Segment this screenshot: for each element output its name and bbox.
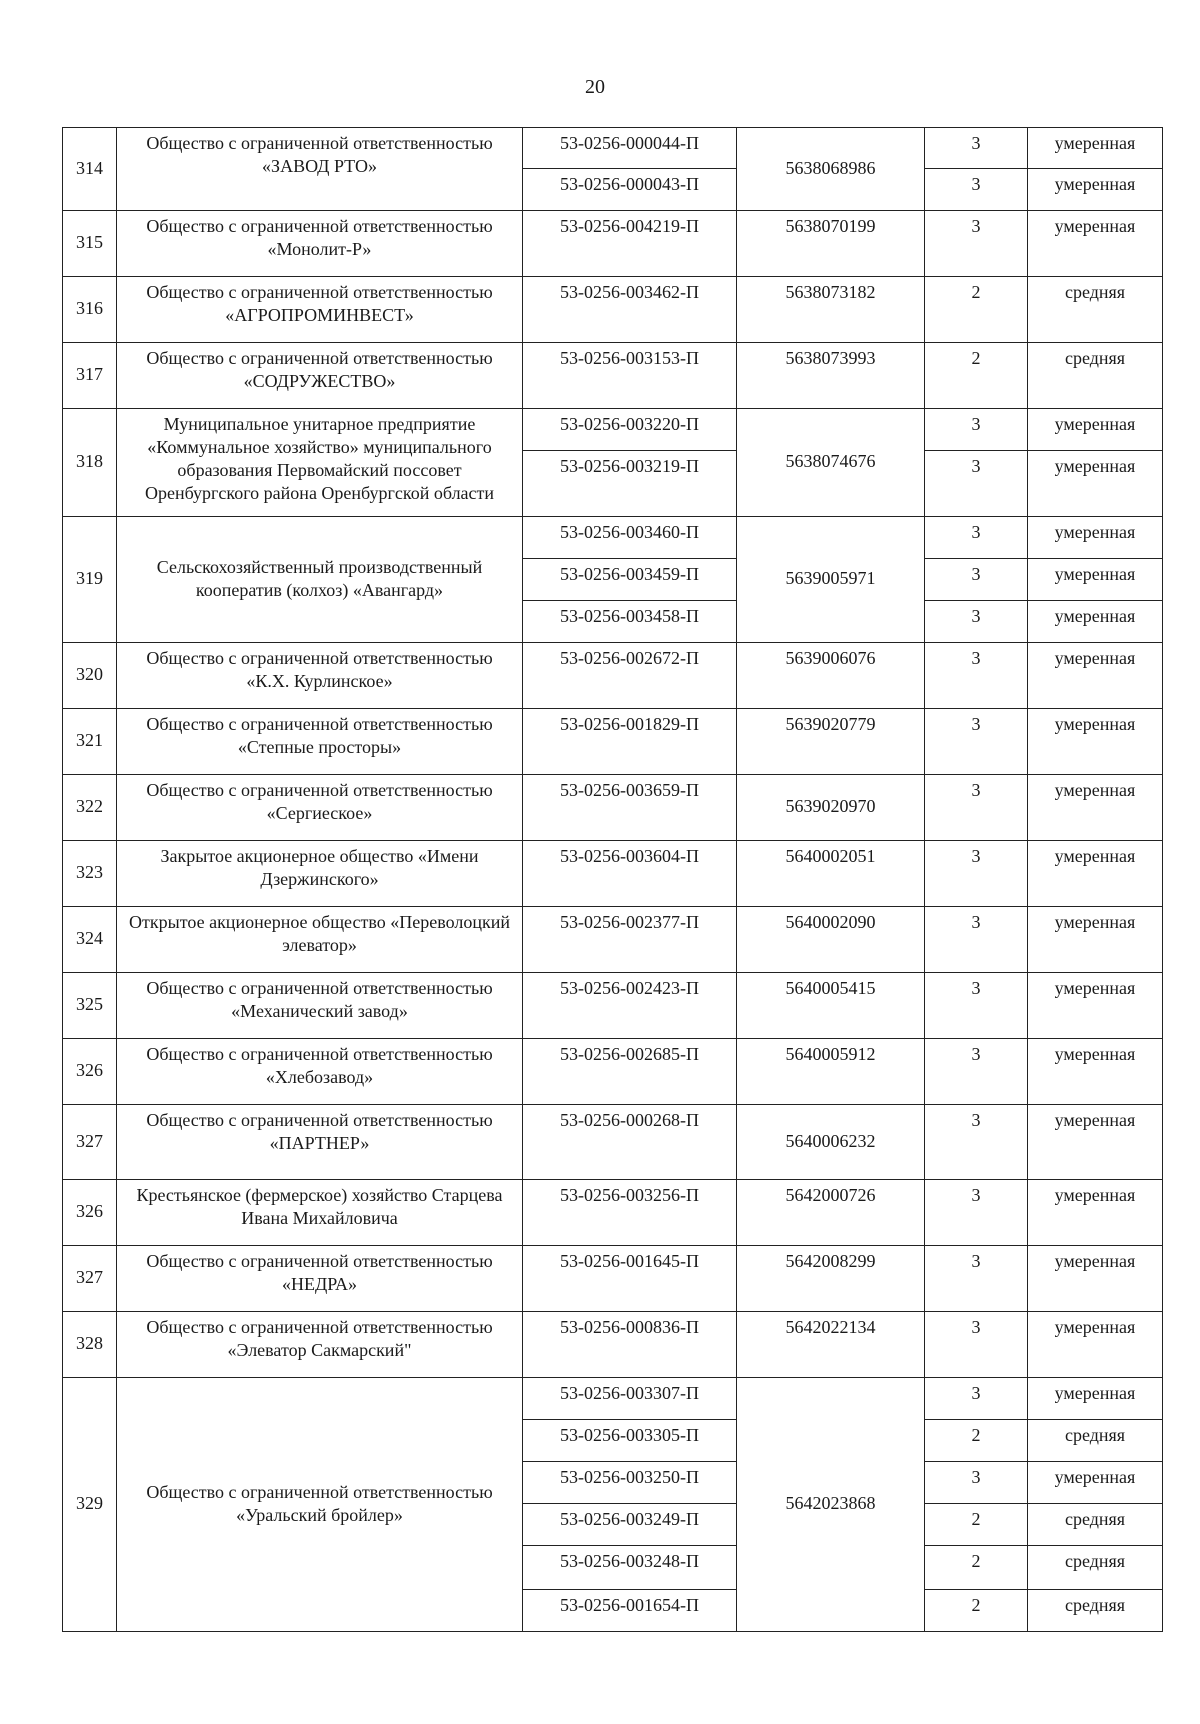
organization-inn: 5639020970 [737, 775, 925, 841]
risk-level: умеренная [1028, 709, 1163, 775]
risk-category: 2 [925, 1504, 1028, 1546]
risk-level: умеренная [1028, 1105, 1163, 1180]
organization-name: Открытое акционерное общество «Переволоцкий элеватор» [117, 907, 523, 973]
row-number: 314 [63, 128, 117, 211]
table-row [63, 775, 1163, 841]
organization-inn: 5642022134 [737, 1312, 925, 1378]
risk-level: умеренная [1028, 973, 1163, 1039]
risk-level: умеренная [1028, 775, 1163, 841]
risk-category: 3 [925, 451, 1028, 517]
organization-name: Общество с ограниченной ответственностью «Степные просторы» [117, 709, 523, 775]
risk-level: средняя [1028, 1590, 1163, 1632]
page-number: 20 [585, 76, 605, 98]
risk-level: средняя [1028, 1546, 1163, 1590]
organization-name: Общество с ограниченной ответственностью «СОДРУЖЕСТВО» [117, 343, 523, 409]
object-registration-code: 53-0256-003256-П [523, 1180, 737, 1246]
organization-inn: 5640005415 [737, 973, 925, 1039]
organization-inn: 5640006232 [737, 1105, 925, 1180]
table-row [63, 1039, 1163, 1105]
risk-category: 2 [925, 1546, 1028, 1590]
object-registration-code: 53-0256-001829-П [523, 709, 737, 775]
row-number: 323 [63, 841, 117, 907]
row-number: 324 [63, 907, 117, 973]
table-row [63, 277, 1163, 343]
organization-name: Муниципальное унитарное предприятие «Коммунальное хозяйство» муниципального образования Первомайский поссовет Оренбургского района Оренбургской области [117, 409, 523, 517]
row-number: 326 [63, 1180, 117, 1246]
risk-level: умеренная [1028, 1462, 1163, 1504]
object-registration-code: 53-0256-002377-П [523, 907, 737, 973]
organization-inn: 5638070199 [737, 211, 925, 277]
risk-category: 3 [925, 1462, 1028, 1504]
row-number: 327 [63, 1105, 117, 1180]
row-number: 327 [63, 1246, 117, 1312]
risk-category: 3 [925, 409, 1028, 451]
risk-category: 3 [925, 1180, 1028, 1246]
risk-level: умеренная [1028, 1378, 1163, 1420]
organization-inn: 5638073182 [737, 277, 925, 343]
object-registration-code: 53-0256-003459-П [523, 559, 737, 601]
object-registration-code: 53-0256-002685-П [523, 1039, 737, 1105]
object-registration-code: 53-0256-003307-П [523, 1378, 737, 1420]
organization-name: Общество с ограниченной ответственностью «Хлебозавод» [117, 1039, 523, 1105]
risk-level: умеренная [1028, 409, 1163, 451]
organization-inn: 5642023868 [737, 1378, 925, 1632]
risk-level: умеренная [1028, 841, 1163, 907]
organization-name: Сельскохозяйственный производственный кооператив (колхоз) «Авангард» [117, 517, 523, 643]
risk-category: 3 [925, 517, 1028, 559]
table-row [63, 1105, 1163, 1180]
organization-name: Крестьянское (фермерское) хозяйство Старцева Ивана Михайловича [117, 1180, 523, 1246]
row-number: 318 [63, 409, 117, 517]
risk-level: средняя [1028, 277, 1163, 343]
risk-category: 3 [925, 775, 1028, 841]
row-number: 328 [63, 1312, 117, 1378]
object-registration-code: 53-0256-003305-П [523, 1420, 737, 1462]
row-number: 325 [63, 973, 117, 1039]
risk-level: умеренная [1028, 1246, 1163, 1312]
row-number: 317 [63, 343, 117, 409]
risk-category: 3 [925, 643, 1028, 709]
object-registration-code: 53-0256-003604-П [523, 841, 737, 907]
risk-category: 3 [925, 169, 1028, 211]
object-registration-code: 53-0256-003462-П [523, 277, 737, 343]
organization-inn: 5639006076 [737, 643, 925, 709]
organization-name: Общество с ограниченной ответственностью «Сергиеское» [117, 775, 523, 841]
row-number: 316 [63, 277, 117, 343]
organization-name: Общество с ограниченной ответственностью «ЗАВОД РТО» [117, 128, 523, 211]
table-row [63, 907, 1163, 973]
row-number: 329 [63, 1378, 117, 1632]
organization-name: Общество с ограниченной ответственностью «Монолит-Р» [117, 211, 523, 277]
registry-table-body [63, 128, 1163, 1632]
organization-inn: 5638068986 [737, 128, 925, 211]
object-registration-code: 53-0256-003153-П [523, 343, 737, 409]
risk-category: 3 [925, 1246, 1028, 1312]
object-registration-code: 53-0256-003460-П [523, 517, 737, 559]
risk-level: умеренная [1028, 1312, 1163, 1378]
object-registration-code: 53-0256-003659-П [523, 775, 737, 841]
object-registration-code: 53-0256-003250-П [523, 1462, 737, 1504]
risk-category: 3 [925, 1105, 1028, 1180]
risk-level: умеренная [1028, 128, 1163, 169]
risk-level: умеренная [1028, 517, 1163, 559]
risk-category: 3 [925, 559, 1028, 601]
risk-category: 3 [925, 601, 1028, 643]
organization-inn: 5642000726 [737, 1180, 925, 1246]
table-row [63, 709, 1163, 775]
registry-table [62, 127, 1163, 1632]
risk-category: 2 [925, 1420, 1028, 1462]
risk-category: 3 [925, 907, 1028, 973]
organization-name: Общество с ограниченной ответственностью «ПАРТНЕР» [117, 1105, 523, 1180]
table-row [63, 343, 1163, 409]
object-registration-code: 53-0256-003219-П [523, 451, 737, 517]
object-registration-code: 53-0256-000043-П [523, 169, 737, 211]
risk-category: 3 [925, 211, 1028, 277]
row-number: 326 [63, 1039, 117, 1105]
row-number: 320 [63, 643, 117, 709]
row-number: 322 [63, 775, 117, 841]
risk-category: 3 [925, 1039, 1028, 1105]
table-row [63, 1378, 1163, 1420]
row-number: 315 [63, 211, 117, 277]
organization-inn: 5638073993 [737, 343, 925, 409]
risk-level: умеренная [1028, 559, 1163, 601]
risk-category: 3 [925, 1312, 1028, 1378]
organization-name: Общество с ограниченной ответственностью «НЕДРА» [117, 1246, 523, 1312]
object-registration-code: 53-0256-002672-П [523, 643, 737, 709]
organization-inn: 5640002051 [737, 841, 925, 907]
row-number: 319 [63, 517, 117, 643]
organization-inn: 5640002090 [737, 907, 925, 973]
table-row [63, 1180, 1163, 1246]
organization-inn: 5642008299 [737, 1246, 925, 1312]
table-row [63, 973, 1163, 1039]
object-registration-code: 53-0256-000836-П [523, 1312, 737, 1378]
organization-name: Закрытое акционерное общество «Имени Дзержинского» [117, 841, 523, 907]
table-row [63, 841, 1163, 907]
table-row [63, 211, 1163, 277]
object-registration-code: 53-0256-001654-П [523, 1590, 737, 1632]
risk-level: умеренная [1028, 601, 1163, 643]
organization-inn: 5639020779 [737, 709, 925, 775]
organization-inn: 5640005912 [737, 1039, 925, 1105]
organization-name: Общество с ограниченной ответственностью «АГРОПРОМИНВЕСТ» [117, 277, 523, 343]
organization-name: Общество с ограниченной ответственностью «Уральский бройлер» [117, 1378, 523, 1632]
object-registration-code: 53-0256-004219-П [523, 211, 737, 277]
organization-name: Общество с ограниченной ответственностью «Элеватор Сакмарский" [117, 1312, 523, 1378]
table-row [63, 128, 1163, 169]
risk-category: 3 [925, 841, 1028, 907]
risk-level: умеренная [1028, 451, 1163, 517]
row-number: 321 [63, 709, 117, 775]
organization-name: Общество с ограниченной ответственностью «Механический завод» [117, 973, 523, 1039]
table-row [63, 409, 1163, 451]
object-registration-code: 53-0256-003220-П [523, 409, 737, 451]
object-registration-code: 53-0256-003458-П [523, 601, 737, 643]
table-row [63, 517, 1163, 559]
object-registration-code: 53-0256-000268-П [523, 1105, 737, 1180]
object-registration-code: 53-0256-001645-П [523, 1246, 737, 1312]
risk-level: умеренная [1028, 211, 1163, 277]
table-row [63, 1312, 1163, 1378]
table-row [63, 1246, 1163, 1312]
object-registration-code: 53-0256-003248-П [523, 1546, 737, 1590]
risk-category: 3 [925, 973, 1028, 1039]
organization-inn: 5638074676 [737, 409, 925, 517]
risk-category: 2 [925, 1590, 1028, 1632]
risk-level: средняя [1028, 1420, 1163, 1462]
risk-category: 2 [925, 277, 1028, 343]
risk-level: умеренная [1028, 643, 1163, 709]
object-registration-code: 53-0256-002423-П [523, 973, 737, 1039]
risk-category: 3 [925, 128, 1028, 169]
organization-inn: 5639005971 [737, 517, 925, 643]
risk-category: 2 [925, 343, 1028, 409]
risk-category: 3 [925, 709, 1028, 775]
table-row [63, 643, 1163, 709]
risk-level: умеренная [1028, 1039, 1163, 1105]
object-registration-code: 53-0256-000044-П [523, 128, 737, 169]
risk-level: умеренная [1028, 907, 1163, 973]
risk-level: умеренная [1028, 1180, 1163, 1246]
risk-category: 3 [925, 1378, 1028, 1420]
risk-level: средняя [1028, 1504, 1163, 1546]
risk-level: средняя [1028, 343, 1163, 409]
organization-name: Общество с ограниченной ответственностью «К.Х. Курлинское» [117, 643, 523, 709]
risk-level: умеренная [1028, 169, 1163, 211]
object-registration-code: 53-0256-003249-П [523, 1504, 737, 1546]
